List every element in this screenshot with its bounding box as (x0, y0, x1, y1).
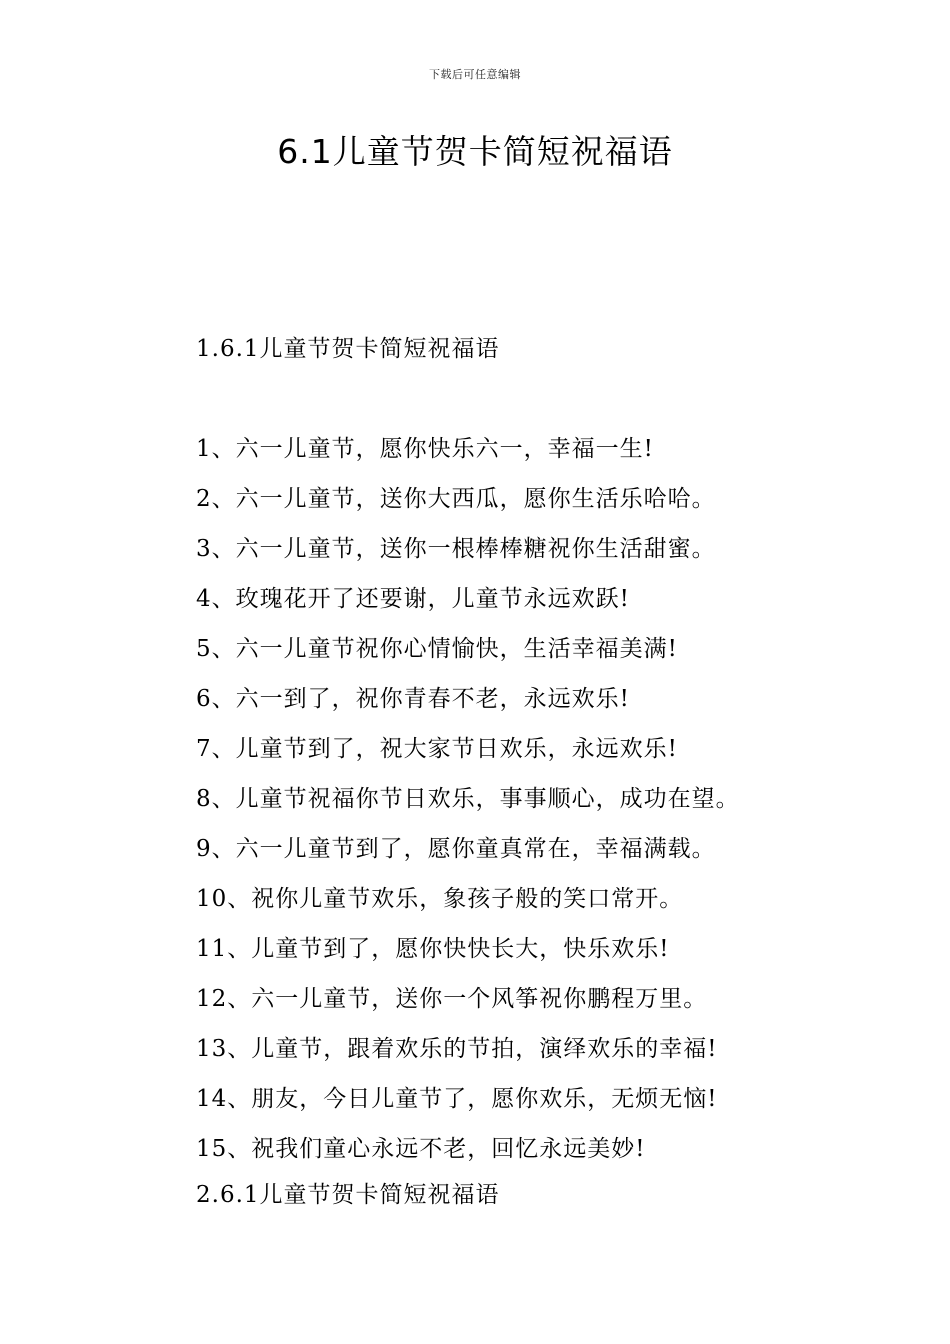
list-item: 6、六一到了，祝你青春不老，永远欢乐! (196, 686, 630, 712)
list-item: 8、儿童节祝福你节日欢乐，事事顺心，成功在望。 (196, 786, 740, 812)
list-item: 1、六一儿童节，愿你快乐六一，幸福一生! (196, 436, 654, 462)
document-title: 6.1儿童节贺卡简短祝福语 (277, 132, 673, 171)
list-item: 9、六一儿童节到了，愿你童真常在，幸福满载。 (196, 836, 716, 862)
list-item: 11、儿童节到了，愿你快快长大，快乐欢乐! (196, 936, 670, 962)
list-item: 7、儿童节到了，祝大家节日欢乐，永远欢乐! (196, 736, 678, 762)
list-item: 15、祝我们童心永远不老，回忆永远美妙! (196, 1136, 646, 1162)
header-note: 下载后可任意编辑 (429, 68, 521, 81)
list-item: 2、六一儿童节，送你大西瓜，愿你生活乐哈哈。 (196, 486, 716, 512)
list-item: 12、六一儿童节，送你一个风筝祝你鹏程万里。 (196, 986, 708, 1012)
section-heading-1: 1.6.1儿童节贺卡简短祝福语 (196, 336, 500, 362)
list-item: 4、玫瑰花开了还要谢，儿童节永远欢跃! (196, 586, 630, 612)
section-heading-2: 2.6.1儿童节贺卡简短祝福语 (196, 1182, 500, 1208)
list-item: 3、六一儿童节，送你一根棒棒糖祝你生活甜蜜。 (196, 536, 716, 562)
list-item: 13、儿童节，跟着欢乐的节拍，演绎欢乐的幸福! (196, 1036, 718, 1062)
list-item: 10、祝你儿童节欢乐，象孩子般的笑口常开。 (196, 886, 684, 912)
list-item: 14、朋友，今日儿童节了，愿你欢乐，无烦无恼! (196, 1086, 718, 1112)
list-item: 5、六一儿童节祝你心情愉快，生活幸福美满! (196, 636, 678, 662)
